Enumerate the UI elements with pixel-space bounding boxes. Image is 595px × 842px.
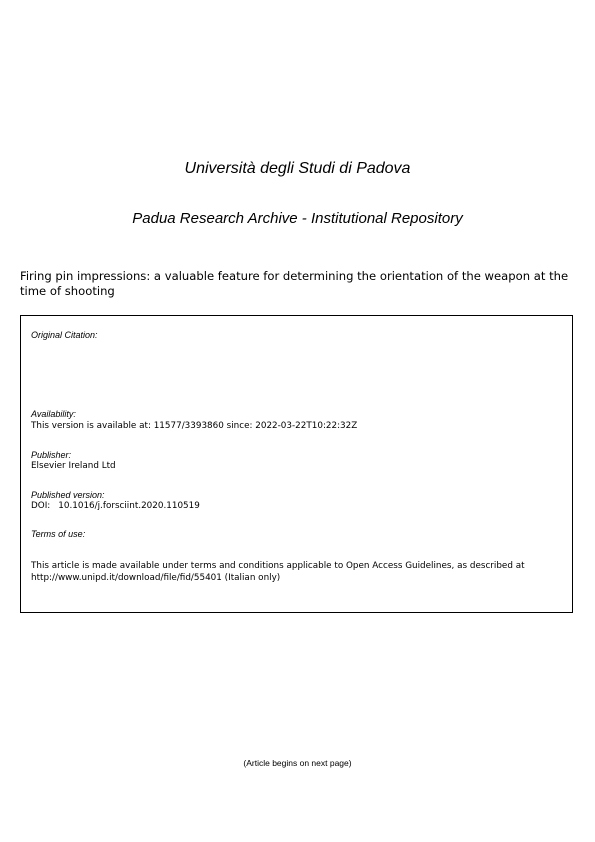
availability-label: Availability: [31,409,76,419]
university-name: Università degli Studi di Padova [184,160,411,177]
doi-value: 10.1016/j.forsciint.2020.110519 [58,501,200,511]
terms-of-use-text: This article is made available under terms and conditions applicable to Open Access Guidelines, as described at http://www.unipd.it/download/file/fid/55401 (Italian only) [31,561,525,583]
published-version-label: Published version: [31,490,105,500]
availability-value: This version is available at: 11577/3393860 since: 2022-03-22T10:22:32Z [31,421,358,431]
original-citation-label: Original Citation: [31,330,98,340]
article-begins-note: (Article begins on next page) [243,758,352,768]
publisher-value: Elsevier Ireland Ltd [31,461,116,471]
citation-box [20,315,573,613]
publisher-label: Publisher: [31,450,72,460]
repository-name: Padua Research Archive - Institutional Repository [132,210,463,227]
article-title: Firing pin impressions: a valuable feature for determining the orientation of the weapon at the time of shooting [20,269,569,298]
doi-row [31,500,561,512]
doi-label: DOI: [31,501,51,511]
terms-of-use-label: Terms of use: [31,529,86,539]
